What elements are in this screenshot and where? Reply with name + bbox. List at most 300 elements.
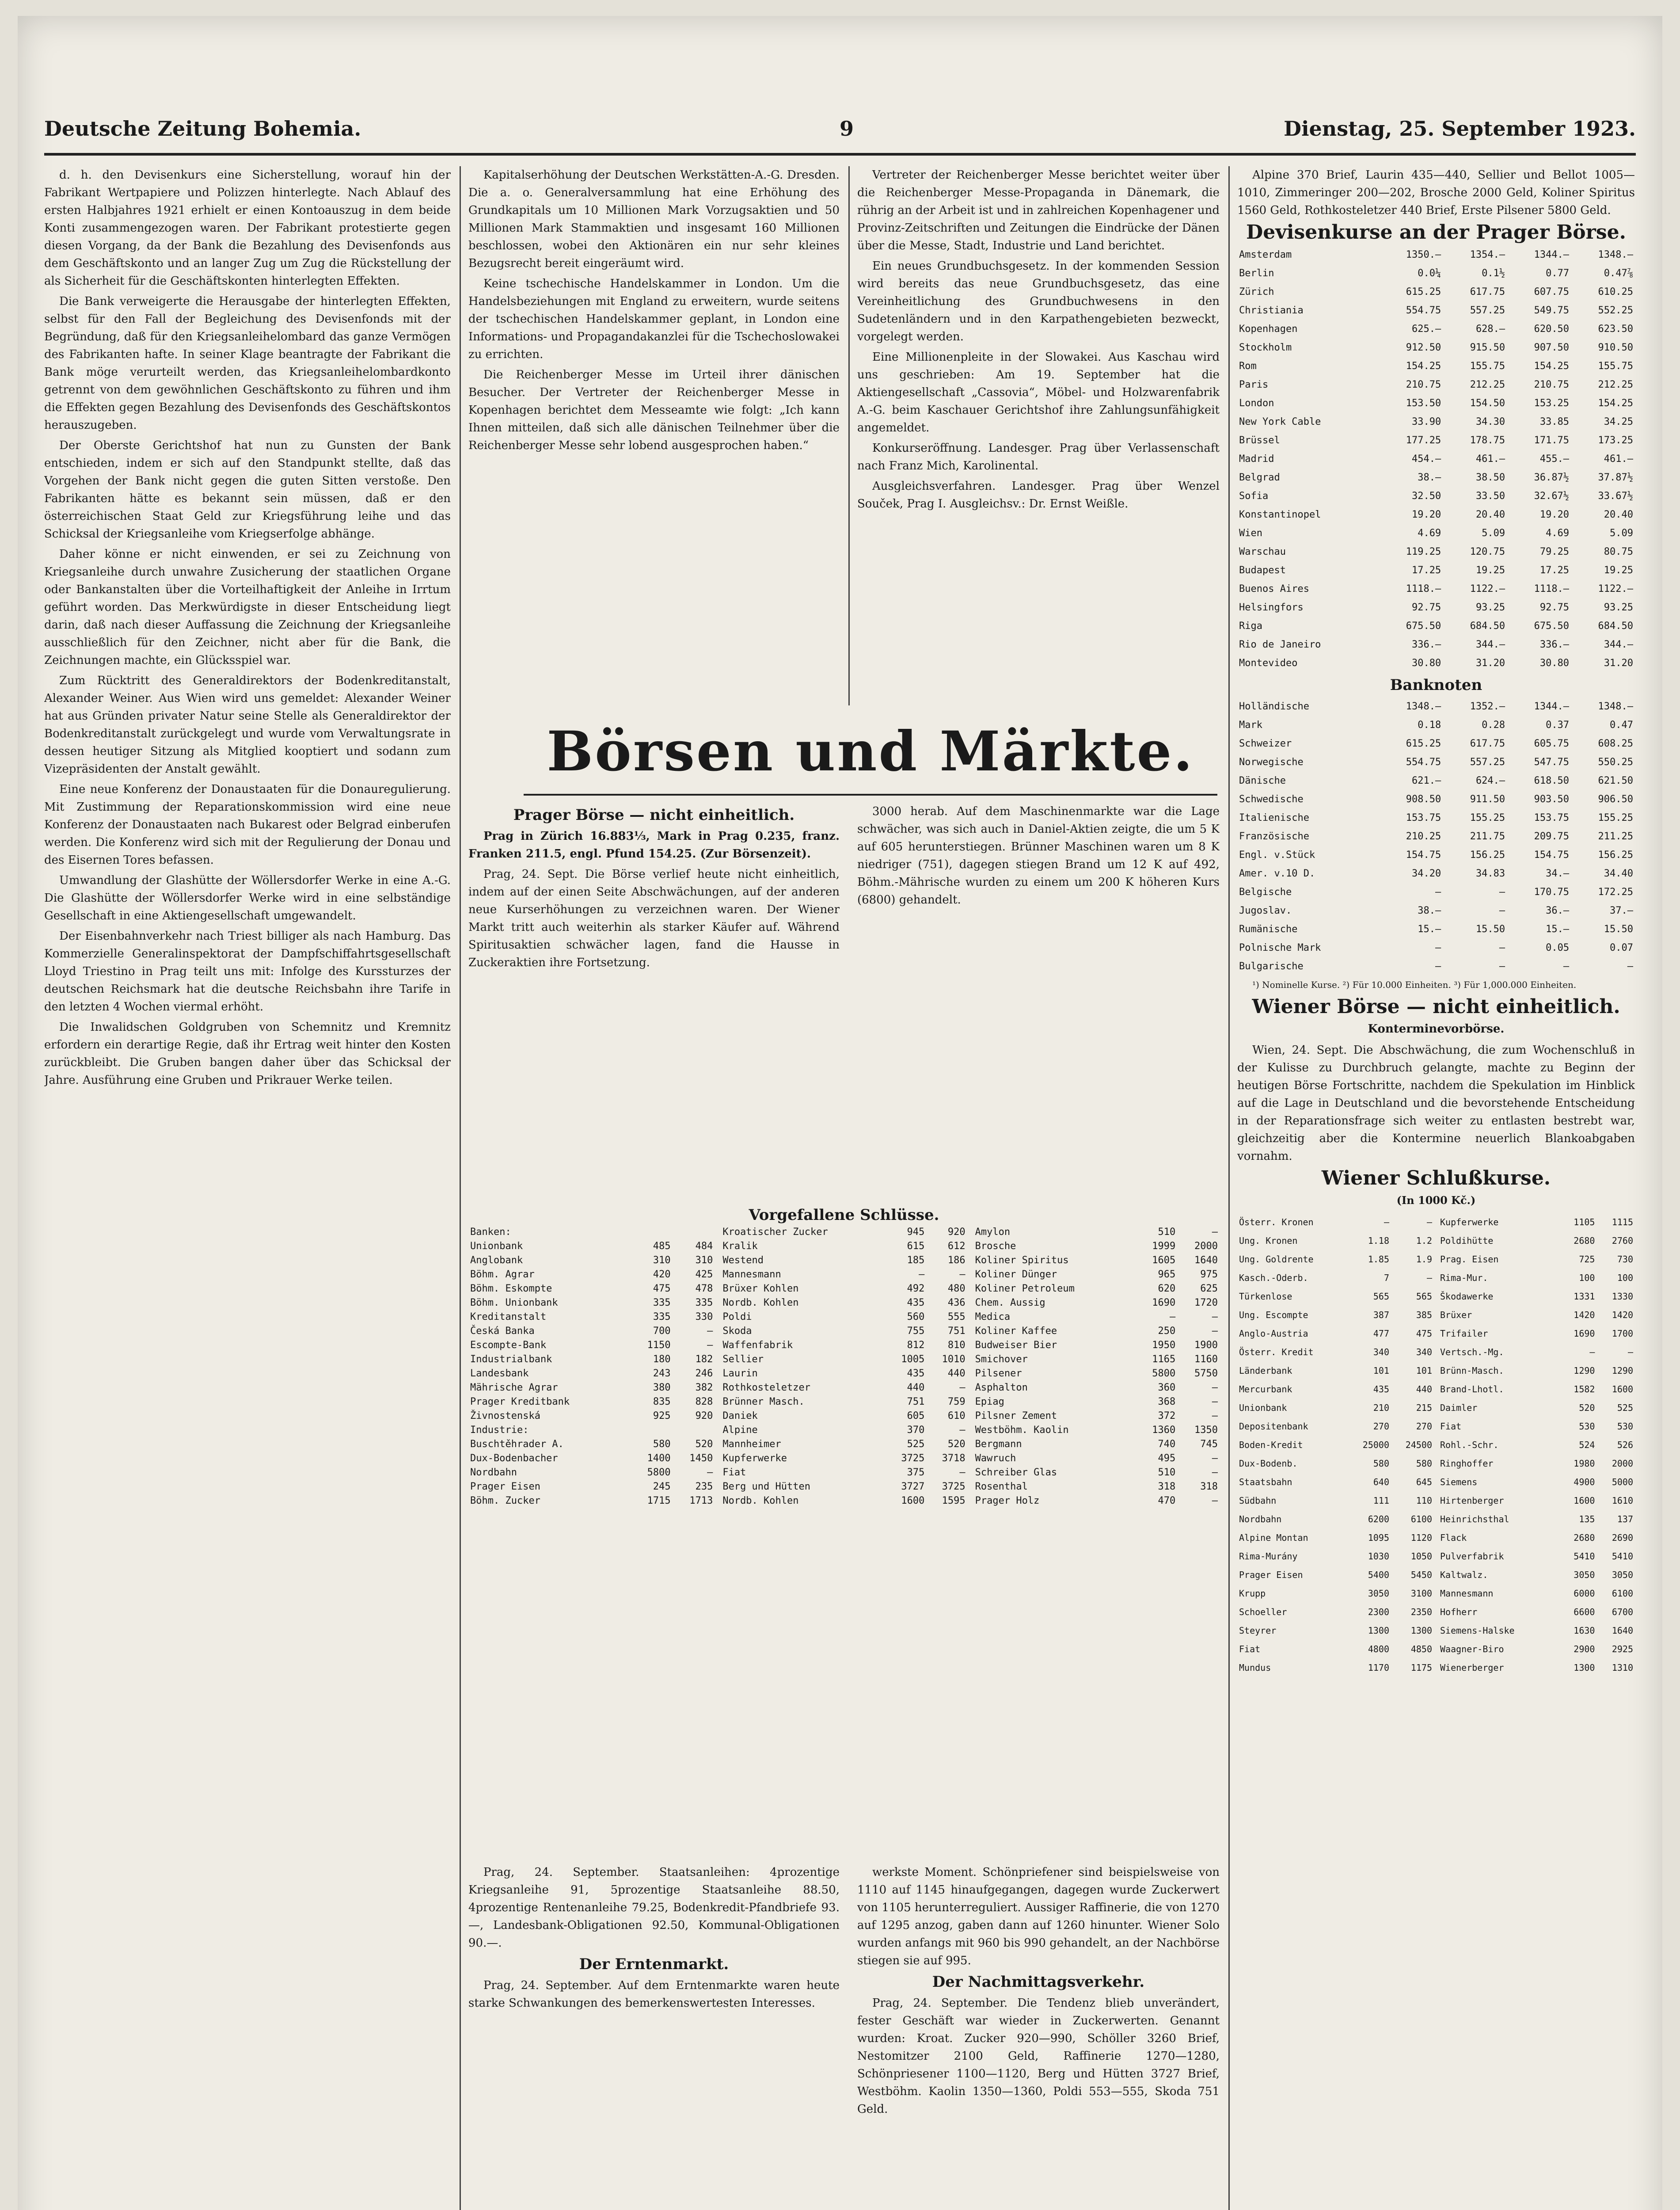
- table-row: [1237, 1398, 1434, 1417]
- table-cell: 6200: [1368, 1514, 1389, 1524]
- table-cell: Landesbank: [470, 1368, 529, 1379]
- table-cell: 554.75: [1406, 757, 1441, 768]
- table-row: [1438, 1213, 1635, 1231]
- table-cell: 1290: [1612, 1365, 1633, 1376]
- table-cell: 19.25: [1475, 565, 1505, 576]
- table-row: [973, 1367, 1220, 1381]
- table-cell: Flack: [1440, 1532, 1467, 1543]
- table-cell: 38.—: [1418, 905, 1441, 916]
- table-cell: 580: [653, 1439, 671, 1450]
- table-row: [1438, 1306, 1635, 1324]
- table-cell: 92.75: [1539, 602, 1570, 613]
- table-cell: 37.—: [1610, 905, 1633, 916]
- table-cell: 620.50: [1534, 324, 1570, 335]
- table-cell: 751: [907, 1396, 925, 1407]
- table-cell: 0.1½: [1482, 268, 1505, 279]
- table-cell: Nordb. Kohlen: [722, 1297, 799, 1308]
- prager-title: Prager Börse — nicht einheitlich.: [513, 806, 795, 824]
- table-cell: Helsingfors: [1239, 602, 1304, 613]
- table-cell: 965: [1158, 1269, 1176, 1280]
- table-cell: 33.85: [1539, 416, 1570, 427]
- table-cell: 17.25: [1412, 565, 1441, 576]
- table-row: [1237, 506, 1635, 524]
- table-cell: Koliner Petroleum: [975, 1283, 1075, 1294]
- article-paragraph: Die Inwalidschen Goldgruben von Schemnitz und Kremnitz erfordern ein derartige Regie, daß ihr Ertrag weit hinter den Kosten zurückbleibt. Die Gruben bangen daher über das Schicksal der Jahre. Ausführung eine Gruben und Prikrauer Werke teilen.: [44, 1021, 451, 1087]
- table-row: [1237, 636, 1635, 654]
- table-cell: Brand-Lhotl.: [1440, 1384, 1504, 1395]
- table-cell: 475: [653, 1283, 671, 1294]
- table-cell: Mundus: [1239, 1662, 1271, 1673]
- table-cell: —: [1426, 1273, 1432, 1283]
- table-row: [721, 1268, 967, 1282]
- table-cell: Schreiber Glas: [975, 1467, 1057, 1478]
- table-cell: 1348.—: [1598, 701, 1633, 712]
- table-cell: 484: [695, 1241, 713, 1252]
- table-cell: 1115: [1612, 1217, 1633, 1227]
- table-cell: 1310: [1612, 1662, 1633, 1673]
- table-cell: 92.75: [1412, 602, 1441, 613]
- table-cell: 0.07: [1610, 942, 1633, 953]
- table-cell: 615.25: [1406, 738, 1441, 749]
- table-cell: 34.83: [1475, 868, 1505, 879]
- table-cell: Wien: [1239, 528, 1262, 539]
- table-row: [1237, 902, 1635, 920]
- table-cell: Mannesmann: [722, 1269, 781, 1280]
- table-row: [1237, 920, 1635, 939]
- table-cell: 621.—: [1412, 775, 1441, 786]
- table-row: [1438, 1380, 1635, 1398]
- article-paragraph: Kapitalserhöhung der Deutschen Werkstätten-A.-G. Dresden. Die a. o. Generalversammlung hat eine Erhöhung des Grundkapitals um 10 Millionen Mark Vorzugsaktien und 50 Millionen Mark Stammaktien und insgesamt 160 Millionen beschlossen, wobei den Aktionären ein nur sehr kleines Bezugsrecht bereit eingeräumt wird.: [468, 168, 840, 270]
- table-cell: Nordbahn: [470, 1467, 517, 1478]
- table-row: [721, 1225, 967, 1239]
- table-cell: 1420: [1612, 1310, 1633, 1320]
- table-row: [1237, 1473, 1434, 1491]
- table-cell: —: [959, 1382, 965, 1393]
- table-cell: 740: [1158, 1439, 1176, 1450]
- table-cell: 5410: [1612, 1551, 1633, 1562]
- table-row: [1237, 617, 1635, 636]
- table-cell: 684.50: [1470, 621, 1505, 632]
- table-cell: 3718: [942, 1453, 965, 1464]
- table-cell: 906.50: [1598, 794, 1633, 805]
- table-row: [973, 1239, 1220, 1254]
- table-cell: 565: [1416, 1291, 1432, 1302]
- table-cell: Industrie:: [470, 1425, 529, 1436]
- table-cell: —: [1212, 1326, 1218, 1337]
- column-1: [44, 166, 451, 2210]
- table-cell: 1122.—: [1470, 583, 1505, 594]
- table-row: [468, 1423, 715, 1437]
- table-row: [721, 1409, 967, 1423]
- table-cell: 920: [947, 1227, 965, 1238]
- table-cell: 30.80: [1412, 658, 1441, 669]
- table-cell: 156.25: [1598, 850, 1633, 861]
- table-cell: 1640: [1612, 1625, 1633, 1636]
- table-cell: 0.47⅞: [1604, 268, 1633, 279]
- table-cell: 5410: [1574, 1551, 1595, 1562]
- table-row: [721, 1466, 967, 1480]
- table-cell: Laurin: [722, 1368, 758, 1379]
- table-cell: 7: [1384, 1273, 1389, 1283]
- table-cell: Unionbank: [470, 1241, 523, 1252]
- table-cell: 1010: [942, 1354, 965, 1365]
- table-row: [973, 1296, 1220, 1310]
- table-row: [721, 1254, 967, 1268]
- table-cell: 435: [1373, 1384, 1389, 1395]
- table-cell: Hofherr: [1440, 1607, 1478, 1617]
- table-cell: 101: [1416, 1365, 1432, 1376]
- table-row: [973, 1494, 1220, 1508]
- table-cell: —: [1212, 1396, 1218, 1407]
- table-cell: 610: [947, 1410, 965, 1421]
- table-row: [468, 1353, 715, 1367]
- table-row: [1438, 1621, 1635, 1640]
- article-paragraph: Konkurseröffnung. Landesger. Prag über Verlassenschaft nach Franz Mich, Karolinental.: [857, 442, 1220, 472]
- table-row: [1237, 264, 1635, 283]
- table-cell: 330: [695, 1311, 713, 1322]
- table-cell: Österr. Kredit: [1239, 1347, 1314, 1357]
- table-cell: 1300: [1574, 1662, 1595, 1673]
- table-cell: Prag. Eisen: [1440, 1254, 1499, 1265]
- table-cell: 454.—: [1412, 453, 1441, 465]
- table-cell: 552.25: [1598, 305, 1633, 316]
- table-cell: Österr. Kronen: [1239, 1217, 1314, 1227]
- table-cell: 560: [907, 1311, 925, 1322]
- table-cell: Waffenfabrik: [722, 1340, 793, 1351]
- table-cell: Mercurbank: [1239, 1384, 1292, 1395]
- table-row: [721, 1494, 967, 1508]
- table-cell: 549.75: [1534, 305, 1570, 316]
- table-cell: 565: [1373, 1291, 1389, 1302]
- table-cell: Rosenthal: [975, 1481, 1028, 1492]
- table-cell: 101: [1373, 1365, 1389, 1376]
- column-4: [1237, 166, 1635, 2210]
- table-row: [1438, 1361, 1635, 1380]
- table-cell: 34.—: [1546, 868, 1570, 879]
- table-cell: —: [1499, 905, 1505, 916]
- table-cell: 1170: [1368, 1662, 1389, 1673]
- wiener-kurse-table-1: [1237, 1213, 1434, 1677]
- table-row: [973, 1466, 1220, 1480]
- table-row: [1237, 957, 1635, 976]
- table-cell: 37.87½: [1598, 472, 1633, 483]
- table-row: [1237, 1510, 1434, 1528]
- table-cell: 550.25: [1598, 757, 1633, 768]
- table-cell: 380: [653, 1382, 671, 1393]
- table-cell: 6600: [1574, 1607, 1595, 1617]
- table-cell: 1350.—: [1406, 249, 1441, 260]
- table-cell: Brosche: [975, 1241, 1016, 1252]
- table-cell: 759: [947, 1396, 965, 1407]
- table-cell: 80.75: [1604, 546, 1633, 557]
- table-cell: 495: [1158, 1453, 1176, 1464]
- table-cell: 420: [653, 1269, 671, 1280]
- article-paragraph: Umwandlung der Glashütte der Wöllersdorfer Werke in eine A.-G. Die Glashütte der Wöllersdorfer Werke wird in eine selbständige Gesellschaft in eine Aktiengesellschaft umgewandelt.: [44, 874, 451, 922]
- table-cell: 33.67½: [1598, 491, 1633, 502]
- table-row: [973, 1324, 1220, 1338]
- table-cell: 615: [907, 1241, 925, 1252]
- table-cell: 1122.—: [1598, 583, 1633, 594]
- table-cell: Holländische: [1239, 701, 1309, 712]
- table-cell: 1.85: [1368, 1254, 1389, 1265]
- devisen-title: Devisenkurse an der Prager Börse.: [1246, 221, 1626, 244]
- table-cell: Rima-Murány: [1239, 1551, 1298, 1562]
- table-row: [1237, 320, 1635, 339]
- table-cell: 3727: [901, 1481, 925, 1492]
- table-cell: 1344.—: [1534, 249, 1570, 260]
- table-cell: 625: [1200, 1283, 1218, 1294]
- wiener-kurse-tables: [1237, 1213, 1635, 1677]
- table-row: [721, 1423, 967, 1437]
- article-paragraph: d. h. den Devisenkurs eine Sicherstellung, worauf hin der Fabrikant Wertpapiere und Polizzen hinterlegte. Nach Ablauf des ersten Halbjahres 1921 erhielt er einen Kontoauszug in dem beide Konti zusammengezogen waren. Der Fabrikant protestierte gegen diesen Vorgang, da der Bank die Bezahlung des Devisenfonds aus dem Geschäftskonto und an langer Zug um Zug die Rückstellung der als Sicherheit für die Geschäftskonten hinterlegten Effekten.: [44, 168, 451, 288]
- table-cell: Berg und Hütten: [722, 1481, 811, 1492]
- table-cell: London: [1239, 398, 1274, 409]
- table-cell: 492: [907, 1283, 925, 1294]
- table-cell: Kopenhagen: [1239, 324, 1298, 335]
- table-cell: 210.25: [1406, 831, 1441, 842]
- table-cell: 31.20: [1475, 658, 1505, 669]
- table-cell: 210.75: [1406, 379, 1441, 390]
- table-cell: 580: [1373, 1458, 1389, 1469]
- column-rule: [460, 166, 461, 2210]
- table-cell: —: [919, 1269, 925, 1280]
- table-cell: Paris: [1239, 379, 1269, 390]
- table-row: [1438, 1417, 1635, 1436]
- table-cell: 0.28: [1482, 720, 1505, 731]
- table-cell: Ringhoffer: [1440, 1458, 1494, 1469]
- table-cell: —: [959, 1467, 965, 1478]
- table-cell: Christiania: [1239, 305, 1304, 316]
- table-cell: 920: [695, 1410, 713, 1421]
- table-cell: Rothkosteletzer: [722, 1382, 811, 1393]
- table-cell: Depositenbank: [1239, 1421, 1308, 1432]
- table-cell: 172.25: [1598, 887, 1633, 898]
- table-cell: 4.69: [1546, 528, 1570, 539]
- table-cell: 154.75: [1534, 850, 1570, 861]
- table-cell: 6100: [1612, 1588, 1633, 1599]
- table-row: [1237, 580, 1635, 598]
- table-cell: 435: [907, 1297, 925, 1308]
- table-row: [1237, 753, 1635, 772]
- table-row: [1438, 1454, 1635, 1473]
- table-cell: 461.—: [1604, 453, 1633, 465]
- table-cell: Bergmann: [975, 1439, 1022, 1450]
- table-row: [721, 1480, 967, 1494]
- table-cell: Sellier: [722, 1354, 764, 1365]
- table-cell: 510: [1158, 1227, 1176, 1238]
- table-cell: Asphalton: [975, 1382, 1028, 1393]
- table-cell: Prager Eisen: [1239, 1570, 1303, 1580]
- table-row: [1237, 1658, 1434, 1677]
- table-cell: 908.50: [1406, 794, 1441, 805]
- table-cell: 372: [1158, 1410, 1176, 1421]
- table-cell: 1348.—: [1598, 249, 1633, 260]
- prager-text: Prag, 24. Sept. Die Börse verlief heute nicht einheitlich, indem auf der einen Seite Abschwächungen, auf der anderen neue Kurserhöhungen zu verzeichnen waren. Der Wiener Markt tritt auch weiterhin als starker Käufer auf. Während Spiritusaktien schwächer lagen, fand die Hausse in Zuckeraktien ihre Fortsetzung.: [468, 868, 840, 969]
- table-row: [1237, 413, 1635, 431]
- table-cell: 520: [1579, 1402, 1595, 1413]
- vorgef-tables: [468, 1225, 1220, 1508]
- table-cell: 645: [1416, 1477, 1432, 1487]
- table-cell: Budweiser Bier: [975, 1340, 1057, 1351]
- table-cell: Brüxer: [1440, 1310, 1472, 1320]
- table-cell: 31.20: [1604, 658, 1633, 669]
- table-cell: 620: [1158, 1283, 1176, 1294]
- table-cell: Koliner Kaffee: [975, 1326, 1057, 1337]
- table-row: [1237, 827, 1635, 846]
- table-cell: 34.25: [1604, 416, 1633, 427]
- table-cell: 0.05: [1546, 942, 1570, 953]
- table-cell: 310: [653, 1255, 671, 1266]
- article-paragraph: Der Eisenbahnverkehr nach Triest billiger als nach Hamburg. Das Kommerzielle Generalinspektorat der Dampfschiffahrtsgesellschaft Lloyd Triestino in Prag teilt uns mit: Infolge des Kurssturzes der deutschen Reichsmark hat die deutsche Reichsbahn ihre Tarife in den letzten 4 Wochen viermal erhöht.: [44, 930, 451, 1014]
- table-row: [1237, 394, 1635, 413]
- table-cell: Siemens-Halske: [1440, 1625, 1515, 1636]
- table-cell: —: [1499, 887, 1505, 898]
- table-row: [973, 1395, 1220, 1409]
- table-cell: Epiag: [975, 1396, 1004, 1407]
- table-cell: 243: [653, 1368, 671, 1379]
- table-cell: 34.20: [1412, 868, 1441, 879]
- table-cell: [630, 1423, 673, 1437]
- table-cell: Französische: [1239, 831, 1309, 842]
- wiener-subtitle: Konterminevorbörse.: [1368, 1022, 1505, 1036]
- table-cell: 461.—: [1475, 453, 1505, 465]
- table-cell: 1165: [1152, 1354, 1176, 1365]
- table-cell: 554.75: [1406, 305, 1441, 316]
- table-cell: 24500: [1405, 1440, 1432, 1450]
- table-cell: 33.90: [1412, 416, 1441, 427]
- table-cell: Pilsner Zement: [975, 1410, 1057, 1421]
- table-cell: 3050: [1612, 1570, 1633, 1580]
- table-cell: 525: [1617, 1402, 1633, 1413]
- table-cell: 684.50: [1598, 621, 1633, 632]
- column-rule: [1228, 166, 1230, 2210]
- table-cell: 17.25: [1539, 565, 1570, 576]
- table-cell: Kupferwerke: [1440, 1217, 1499, 1227]
- table-row: [468, 1437, 715, 1452]
- table-cell: 186: [947, 1255, 965, 1266]
- table-row: [1237, 450, 1635, 469]
- table-row: [973, 1254, 1220, 1268]
- table-cell: Belgische: [1239, 887, 1292, 898]
- table-row: [468, 1254, 715, 1268]
- table-cell: 153.50: [1406, 398, 1441, 409]
- table-cell: 530: [1579, 1421, 1595, 1432]
- bottom-col-b: [857, 1863, 1220, 2210]
- table-row: [1438, 1528, 1635, 1547]
- table-cell: 32.50: [1412, 491, 1441, 502]
- table-cell: 1713: [689, 1495, 713, 1506]
- table-row: [721, 1296, 967, 1310]
- table-cell: Brüxer Kohlen: [722, 1283, 799, 1294]
- table-cell: Ung. Escompte: [1239, 1310, 1308, 1320]
- table-row: [1438, 1491, 1635, 1510]
- table-cell: [630, 1225, 673, 1239]
- table-row: [1438, 1343, 1635, 1361]
- table-cell: 185: [907, 1255, 925, 1266]
- table-cell: 1175: [1410, 1662, 1432, 1673]
- table-cell: Hirtenberger: [1440, 1495, 1504, 1506]
- table-cell: Smichover: [975, 1354, 1028, 1365]
- table-cell: Dänische: [1239, 775, 1286, 786]
- table-cell: 4850: [1410, 1644, 1432, 1654]
- prager-col-b: [857, 803, 1220, 1165]
- table-cell: Amylon: [975, 1227, 1011, 1238]
- table-cell: Südbahn: [1239, 1495, 1277, 1506]
- table-cell: 1900: [1194, 1340, 1218, 1351]
- table-cell: 700: [653, 1326, 671, 1337]
- table-cell: 2760: [1612, 1235, 1633, 1246]
- table-cell: 510: [1158, 1467, 1176, 1478]
- table-cell: 154.75: [1406, 850, 1441, 861]
- table-cell: —: [707, 1340, 713, 1351]
- table-row: [721, 1310, 967, 1324]
- table-cell: 387: [1373, 1310, 1389, 1320]
- table-cell: 34.40: [1604, 868, 1633, 879]
- column-2: [468, 166, 840, 697]
- table-row: [973, 1310, 1220, 1324]
- table-cell: Kralik: [722, 1241, 758, 1252]
- table-cell: 4.69: [1418, 528, 1441, 539]
- table-row: [1237, 1436, 1434, 1454]
- table-cell: Anglo-Austria: [1239, 1328, 1308, 1339]
- table-cell: 1450: [689, 1453, 713, 1464]
- table-cell: Schwedische: [1239, 794, 1304, 805]
- table-row: [1438, 1566, 1635, 1584]
- table-cell: 111: [1373, 1495, 1389, 1506]
- table-cell: 25000: [1362, 1440, 1389, 1450]
- table-cell: 3725: [901, 1453, 925, 1464]
- table-cell: 1950: [1152, 1340, 1176, 1351]
- table-cell: Prager Eisen: [470, 1481, 540, 1492]
- table-cell: Živnostenská: [470, 1410, 540, 1421]
- table-cell: —: [959, 1425, 965, 1436]
- table-row: [1237, 1454, 1434, 1473]
- table-cell: 2300: [1368, 1607, 1389, 1617]
- article-paragraph: Die Reichenberger Messe im Urteil ihrer dänischen Besucher. Der Vertreter der Reichenberger Messe in Kopenhagen berichtet dem Messeamte wie folgt: „Ich kann Ihnen mitteilen, daß sich alle dänischen Teilnehmer über die Reichenberger Messe sehr lobend ausgesprochen haben.“: [468, 368, 840, 452]
- article-paragraph: Die Bank verweigerte die Herausgabe der hinterlegten Effekten, selbst für den Fall der Begleichung des Devisenfonds mit der Begründung, daß für den Kriegsanleihelombard das ganze Vermögen des Fabrikanten hafte. In seiner Klage beantragte der Fabrikant die Bank möge verurteilt werden, das Kriegsanleihelombardkonto getrennt von dem gewöhnlichen Geschäftskonto zu führen und ihm die Effekten gegen Bezahlung des Devisenfonds des Geschäftskontos herauszugeben.: [44, 295, 451, 432]
- table-cell: Madrid: [1239, 453, 1274, 465]
- masthead: Deutsche Zeitung Bohemia.: [44, 117, 361, 141]
- table-cell: 1105: [1574, 1217, 1595, 1227]
- table-cell: Westböhm. Kaolin: [975, 1425, 1069, 1436]
- table-cell: 625.—: [1412, 324, 1441, 335]
- table-row: [468, 1452, 715, 1466]
- table-cell: 2350: [1410, 1607, 1432, 1617]
- table-cell: 1348.—: [1406, 701, 1441, 712]
- table-cell: 211.75: [1470, 831, 1505, 842]
- table-row: [721, 1324, 967, 1338]
- table-row: [1237, 339, 1635, 357]
- table-cell: 5800: [647, 1467, 671, 1478]
- table-cell: 1005: [901, 1354, 925, 1365]
- table-cell: Polnische Mark: [1239, 942, 1321, 953]
- table-cell: —: [1212, 1453, 1218, 1464]
- table-cell: Schoeller: [1239, 1607, 1287, 1617]
- table-cell: 370: [907, 1425, 925, 1436]
- table-row: [1237, 1584, 1434, 1603]
- table-cell: 675.50: [1534, 621, 1570, 632]
- table-row: [721, 1239, 967, 1254]
- table-cell: [673, 1225, 715, 1239]
- table-cell: Türkenlose: [1239, 1291, 1292, 1302]
- table-cell: 1030: [1368, 1551, 1389, 1562]
- table-row: [468, 1310, 715, 1324]
- table-cell: 382: [695, 1382, 713, 1393]
- table-cell: Vertsch.-Mg.: [1440, 1347, 1504, 1357]
- table-cell: 477: [1373, 1328, 1389, 1339]
- issue-date: Dienstag, 25. September 1923.: [1284, 117, 1636, 141]
- table-row: [1438, 1398, 1635, 1417]
